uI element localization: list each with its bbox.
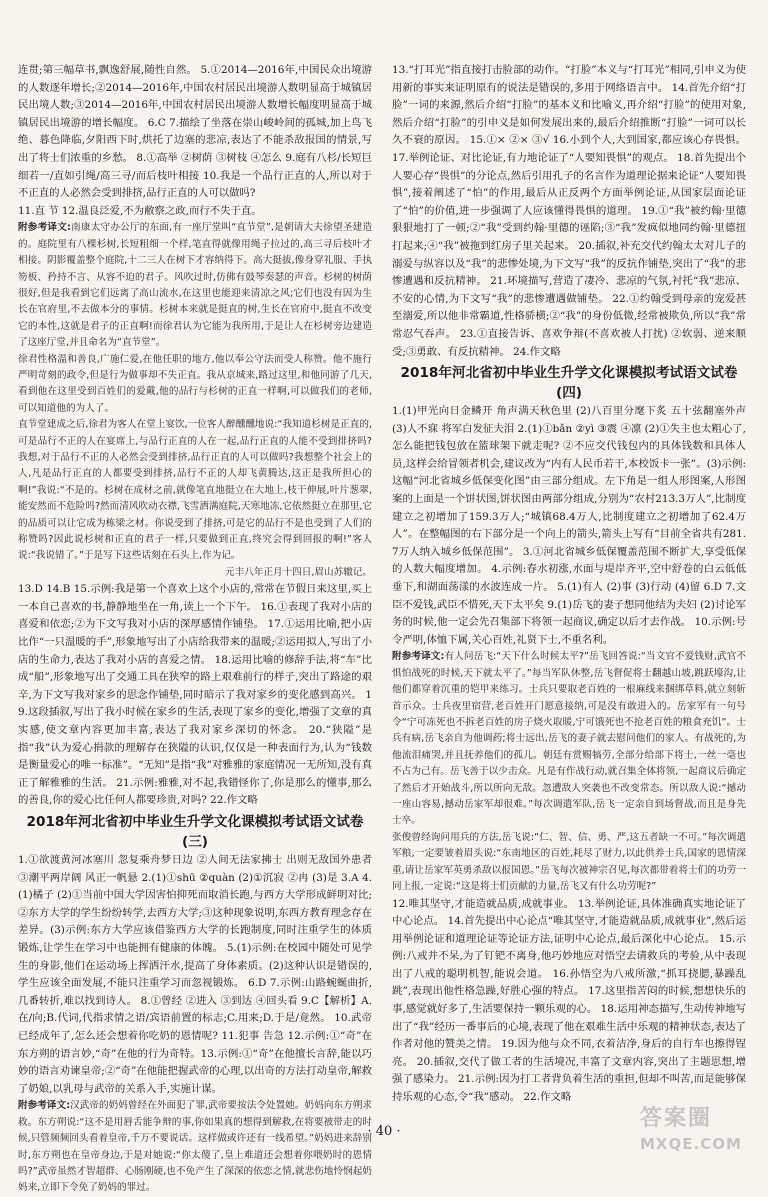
answer-paragraph: 13.“打耳光”指直接打击脸部的动作。“打脸”本义与“打耳光”相同,引申义为使用新的事实来证明原有的说法是错误的,多用于网络语言中。 14.首先介绍“打脸”一词的来源,然后介绍“打脸”的基本义和比喻义,再介绍“打脸”的使用对象,然后介绍“打脸”的引申义是如何发展出来的,最后介绍推断“打脸”一词可以长久不衰的原因。 15.①× ②× ③√ 16.小到个人,大到国家,都应该心存畏惧。 17.举例论证、对比论证,有力地论证了“人要知畏惧”的观点。 18.首先提出个人要心存“畏惧”的分论点,然后引用孔子的名言作为道理论据来论证“人要知畏惧”,接着阐述了“怕”的作用,最后从正反两个方面举例论证,从国家层面论证了“怕”的价值,进一步强调了人应该懂得畏惧的道理。 19.①“我”被约翰·里德狠狠地打了一顿;②“我”受到约翰·里德的诬陷;③“我”发疯似地同约翰·里德扭打起来;④“我”被拖到红房子里关起来。 20.插叙,补充交代约翰太太对儿子的溺爱与纵容以及“我”的悲惨处境,为下文写“我”的反抗作铺垫,突出了“我”的悲惨遭遇和反抗精神。 21.环境描写,营造了凄冷、悲凉的气氛,衬托“我”悲凉、不安的心情,为下文写“我”的悲惨遭遇做铺垫。 22.①约翰受到母亲的宠爱甚至溺爱,所以他非常霸道,性格骄横;②“我”的身份低微,经常被欺负,所以“我”常常忍气吞声。 23.①直接告诉、喜欢争辩(不喜欢被人打扰) ②软弱、逆来顺受;③勇敢、有反抗精神。 24.作文略 [392,64,746,358]
reference-text: 有人问岳飞:“天下什么时候太平?”岳飞回答说:“当文官不爱钱财,武官不惧怕战死的时候,天下就太平了。”每当军队休整,岳飞督促将士翻越山坡,跳跃壕沟,让他们都穿着沉重的铠甲来练习。士兵只要取老百姓的一根麻线来捆绑草料,就立刻斩首示众。士兵夜里宿营,老百姓开门愿意接纳,可是没有敢进入的。岳家军有一句号令“宁可冻死也不拆老百姓的房子烧火取暖,宁可饿死也不抢老百姓的粮食充饥”。士兵有病,岳飞亲自为他调药;将士远出,岳飞的妻子就去慰问他们的家人。有战死的,为他流泪痛哭,并且抚养他们的孤儿。朝廷有赏赐犒劳,全部分给部下将士,一丝一毫也不占为己有。岳飞善于以少击众。凡是有作战行动,就召集全体将领,一起商议后确定了然后才开始战斗,所以所向无敌。忽遭敌人突袭也不改变常态。所以敌人说:“撼动一座山容易,撼动岳家军却很难。”每次调遣军队,岳飞一定亲自到场督战,而且是身先士卒。 [392,651,746,827]
reference-signature: 元丰八年正月十四日,眉山苏辙记。 [225,566,372,578]
answer-paragraph: 12.唯其坚守,才能造就品质,成就事业。 13.举例论证,具体准确真实地论证了中心论点。 14.首先提出中心论点“唯其坚守,才能造就品质,成就事业”,然后运用举例论证和道理论证等论证方法,证明中心论点,最后深化中心论点。 15.示例:八戒并不呆,为了钉钯不离身,他巧妙地应对悟空去请救兵的考验,从中表现出了八戒的聪明机智,能说会道。 16.孙悟空为八戒所激,“抓耳挠腮,暴躁乱跳”,表现出他性格急躁,好胜心强的特点。 17.这里指苦闷的时候,想想快乐的事,感觉就好多了,生活要保持一颗乐观的心。 18.运用神态描写,生动传神地写出了“我”经历一番事后的心境,表现了他在艰难生活中乐观的精神状态,表达了作者对他的赞美之情。 19.因为他与众不同,衣着洁净,身后的自行车也擦得锃亮。 20.插叙,交代了做工者的生活境况,丰富了文章内容,突出了主题思想,增强了感染力。 21.示例:因为打工者背负着生活的重担,但却不叫苦,而是能够保持乐观的心态,令“我”感动。 22.作文略 [392,897,746,1104]
reference-text: 南康太守办公厅的东面,有一座厅堂叫“直节堂”,是朝请大夫徐望圣建造的。庭院里有八棵杉树,长短粗细一个样,笔直得就像用绳子拉过的,高三寻后枝叶才相接。阴影覆盖整个庭院,十二三人在树下才容纳得下。高大挺拔,像身穿礼服、手执笏板、矜持不言、从容不迫的君子。风吹过时,仿佛有鼓琴奏瑟的声音。杉树的树荫很好,但是我看到它们远离了高山流水,在这里也能迎来清凉之风;它们也没有因为生长在官府里,不去做本分的事情。杉树本来就是挺直的树,生长在官府中,挺直不改变它的本性,这就是君子的正直啊!而徐君认为它能为我所用,于是让人在杉树旁边建造了这座厅堂,并且命名为“直节堂”。 [18,222,372,349]
reference-label: 附参考译文: [18,1100,71,1112]
right-column [392,62,746,1120]
answer-paragraph: 1.(1)甲光向日金鳞开 角声满天秋色里 (2)八百里分麾下炙 五十弦翻塞外声 (3)人不寐 将军白发征夫泪 2.(1)①bǎn ②yì ③震 ④凛 (2)①失主也太粗心了,怎么能把钱包放在篮球架下就走呢? ②不应交代钱包内的具体钱数和具体人员,这样会给冒领者机会,建议改为“内有人民币若干,本校饭卡一张”。(3)示例:这幅“河北省城乡低保变化图”由三部分组成。左下角是一组人形图案,人形图案的上面是一个饼状图,饼状图由两部分组成,分别为“农村213.3万人”,比制度建立之初增加了159.3万人;“城镇68.4万人,比制度建立之初增加了62.4万人”。在整幅图的右下部分是一个向上的箭头,箭头上写有“目前全省共有281.7万人纳入城乡低保范围”。 3.①河北省城乡低保覆盖范围不断扩大,享受低保的人数大幅度增加。 4.示例:春水初涨,水面与堤岸齐平,空中舒卷的白云低低垂下,和湖面荡漾的水波连成一片。 5.(1)有人 (2)事 (3)行动 (4)留 6.D 7.文臣不爱钱,武臣不惜死,天下太平矣 9.(1)岳飞的妻子想同他结为夫妇 (2)讨论军务的时候,他一定会先召集部下将领一起商议,确定以后才去作战。 10.示例:号令严明,体恤下属,关心百姓,礼贤下士,不重名利。 [392,405,746,646]
reference-text: 张俊曾经询问用兵的方法,岳飞说:“仁、智、信、勇、严,这五者缺一不可。”每次调遣军粮,一定要皱着眉头说:“东南地区的百姓,耗尽了财力,以此供养士兵,国家的恩情深重,请让岳家军英勇杀敌以报国恩。”岳飞每次被神宗召见,每次都带着将士们的功劳一同上报,一定说:“这是将士们贡献的力量,岳飞又有什么功劳呢?” [392,831,746,893]
watermark-logo [640,1104,758,1160]
reference-text: 汉武帝的奶妈曾经在外面犯了罪,武帝要按法令处置她。奶妈向东方朔求救。东方朔说:“这不是用唇舌能争辩的事,你如果真的想得到解救,在将要被带走的时候,只管频频回头看着皇帝,千万不要说话。这样做或许还有一线希望。”奶妈进来辞别时,东方朔也在皇帝身边,于是对她说:“你太傻了,皇上难道还会想着你喂奶时的恩情吗?”武帝虽然才智超群、心肠刚硬,也不免产生了深深的依恋之情,就悲伤地怜悯起奶妈来,立即下令免了奶妈的罪过。 [18,1100,372,1194]
reference-translation [392,649,746,895]
left-column [18,62,372,1194]
answer-paragraph: 11.直 节 12.温良泛爱,不为敝察之政,而行不失于直。 [18,204,262,217]
reference-label: 附参考译文: [392,651,445,663]
section-title: 2018年河北省初中毕业生升学文化课模拟考试语文试卷(三) [26,814,364,850]
reference-text: 直节堂建成之后,徐君为客人在堂上宴饮,一位客人醉醺醺地说:“我知道杉树是正直的,可是品行不正的人在宴席上,与品行正直的人在一起,品行正直的人能不受到排挤吗?我想,对于品行不正的人必然会受到排挤,品行正直的人可以做吗?我想整个社会上的人,凡是品行正直的人都要受到排挤,品行不正的人却飞黄腾达,这正是我所担心的啊!”我说:“不是的。杉树在成材之前,就像笔直地挺立在大地上,枝干伸展,叶片葱翠,能安然而不危险吗?然而清风吹动衣襟,飞雪洒满庭院,天寒地冻,它依然挺立在那里,它的品质可以让它成为栋梁之材。你说受到了排挤,可是它的品行不是也受到了人们的称赞吗?因此说杉树和正直的君子一样,只要做到正直,终究会得到回报的啊!”客人说:“我说错了。”于是写下这些话刻在石头上,作为记。 [18,419,372,562]
answer-paragraph: 13.D 14.B 15.示例:我是第一个喜欢上这个小店的,常常在节假日来这里,买上一本自己喜欢的书,静静地坐在一角,读上一个下午。 16.①表现了我对小店的喜爱和依恋;②为下文写我对小店的深厚感情作铺垫。 17.①运用比喻,把小店比作“一只温暖的手”,形象地写出了小店给我带来的温暖;②运用拟人,写出了小店的生命力,表达了我对小店的喜爱之情。 18.运用比喻的修辞手法,将“车”比成“船”,形象地写出了交通工具在狭窄的路上艰难前行的样子,突出了路途的艰辛,为下文写我对家乡的思念作铺垫,同时暗示了我对家乡的变化感到高兴。 19.这段插叙,写出了我小时候在家乡的生活,表现了家乡的变化,增强了文章的真实感,使文章内容更加丰富,表达了我对家乡深切的怀念。 20.“狭隘”是指“我”认为爱心捐款的理解存在狭隘的认识,仅仅是一种表面行为,认为“钱数是衡量爱心的唯一标准”。“无知”是指“我”对雅雅的家庭情况一无所知,没有真正了解雅雅的生活。 21.示例:雅雅,对不起,我错怪你了,你是那么的懂事,那么的善良,你的爱心比任何人都要珍贵,对吗? 22.作文略 [18,583,372,807]
reference-translation [18,220,372,581]
reference-translation [18,1098,372,1196]
watermark-url: MXQE.COM [640,1135,742,1153]
answer-paragraph: 连贯;第三幅草书,飘逸舒展,随性自然。 5.①2014—2016年,中国民众出境游的人数逐年增长;②2014—2016年,中国农村居民出境游人数明显高于城镇居民出境人数;③2014—2016年,中国农村居民出境游人数增长幅度明显高于城镇居民出境游的增长幅度。 6.C 7.描绘了坐落在崇山峻岭间的孤城,加上鸟飞绝、暮色降临,夕阳西下时,烘托了边塞的悲凉,表达了不能杀敌报国的情景,写出了将士们浓重的乡愁。 8.①高举 ②树荫 ③树枝 ④怎么 9.庭有八杉/长短巨细若一/直如引绳/高三寻/而后枝叶相接 10.我是一个品行正直的人,所以对于不正直的人必然会受到排挤,品行正直的人可以做吗? [18,64,372,200]
section-title: 2018年河北省初中毕业生升学文化课模拟考试语文试卷(四) [400,365,738,402]
watermark-logo-text: 答案圈 [640,1106,713,1131]
reference-label: 附参考译文: [18,222,71,234]
page-number: · 40 · [367,1124,401,1139]
answer-paragraph: 1.①欲渡黄河冰塞川 忽复乘舟梦日边 ②人间无法家拂士 出则无敌国外患者 ③潮平两岸阔 风正一帆悬 2.(1)①shū ②quàn (2)①沉寂 ②冉 (3)是 3.A 4.(1)橘子 (2)①当前中国大学因害怕抑死而取消长跑,与西方大学形成鲜明对比;②东方大学的学生纷纷转学,去西方大学;③这种现象说明,东西方教育理念存在差异。(3)示例:东方大学应该借鉴西方大学的长跑制度,同时注重学生的体质锻炼,让学生在学习中也能拥有健康的体魄。 5.(1)示例:在校园中随处可见学生的身影,他们在运动场上挥洒汗水,提高了身体素质。(2)这种认识是错误的,学生应该全面发展,不能只注重学习而忽视锻炼。 6.D 7.示例:山路蜿蜒曲折,几番转折,难以找到诗人。 8.①曾经 ②进入 ③到达 ④回头看 9.C【解析】A.在/向;B.代词,代指求情之语/宾语前置的标志;C.用来;D.于是/竟然。 10.武帝已经成年了,怎么还会想着你吃奶的恩情呢? 11.犯事 告急 12.示例:①“奇”在东方朔的语言妙,“奇”在他的行为奇特。13.示例:①“奇”在他擅长言辞,能以巧妙的语言劝谏皇帝;②“奇”在他能把握武帝的心理,以出奇的方法打动皇帝,解救了奶娘,以乳母与武帝的关系入手,实施计谋。 [18,854,372,1095]
reference-text: 徐君性格温和善良,广施仁爱,在他任职的地方,他以奉公守法而受人称赞。他不施行严明苛刻的政令,但是行为做事却不失正直。我从京城来,路过这里,和他同游了几天,看到他在这里受到百姓们的爱戴,他的品行与杉树的正直一样啊,可以做我们的老师,可以知道他的为人了。 [18,353,372,414]
